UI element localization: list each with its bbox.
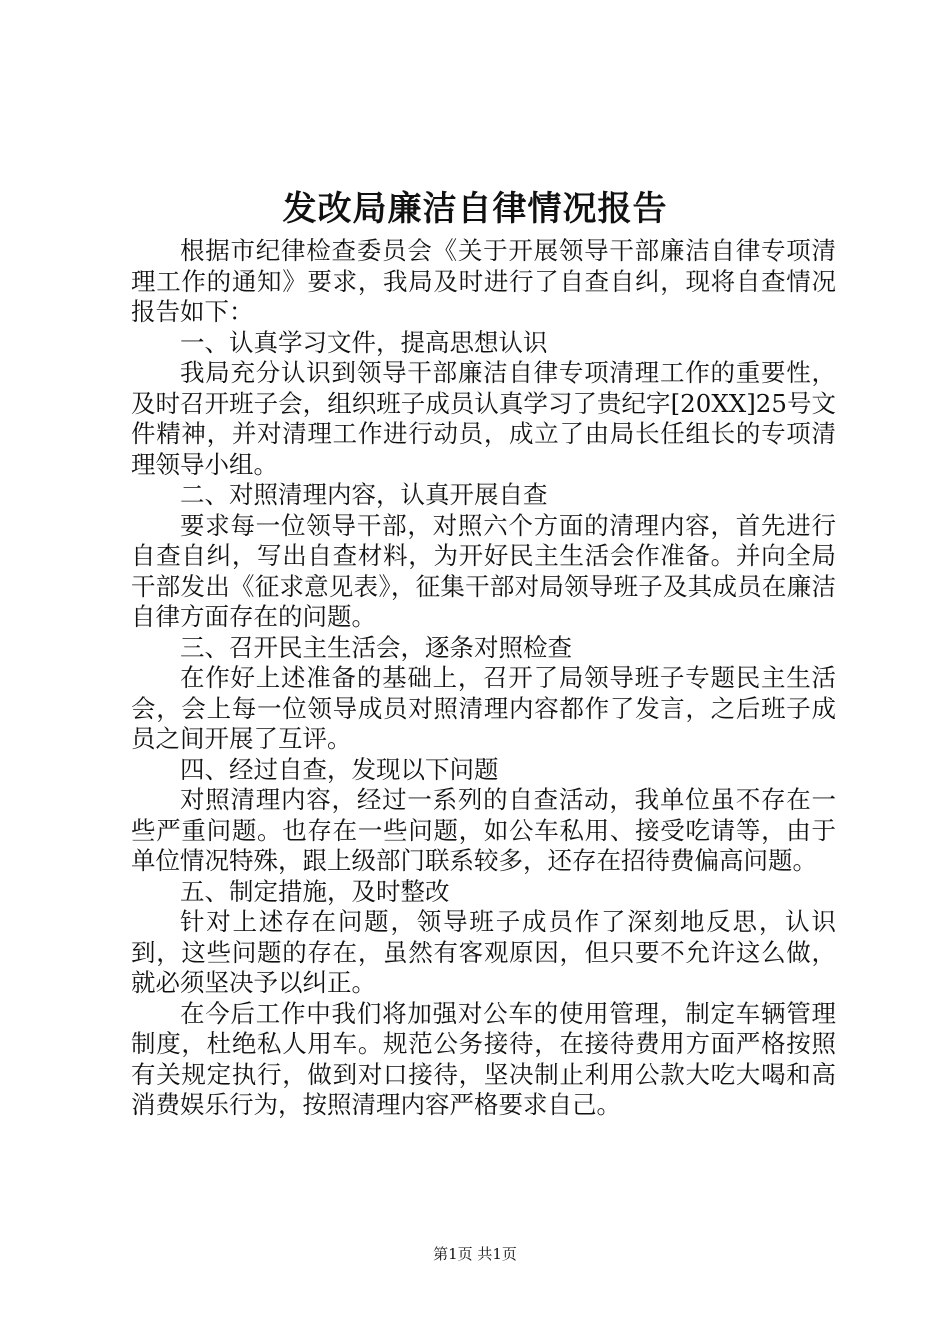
section-heading-4: 四、经过自查，发现以下问题 [180, 754, 499, 784]
paragraph-section-2: 要求每一位领导干部，对照六个方面的清理内容，首先进行自查自纠，写出自查材料，为开好民主生活会作准备。并向全局干部发出《征求意见表》，征集干部对局领导班子及其成员在廉洁自律方面存在的问题。 [131, 510, 836, 631]
paragraph-section-1: 我局充分认识到领导干部廉洁自律专项清理工作的重要性，及时召开班子会，组织班子成员认真学习了贵纪字[20XX]25号文件精神，并对清理工作进行动员，成立了由局长任组长的专项清理领导小组。 [131, 358, 836, 479]
section-heading-3: 三、召开民主生活会，逐条对照检查 [180, 632, 572, 662]
paragraph-section-5b: 在今后工作中我们将加强对公车的使用管理，制定车辆管理制度，杜绝私人用车。规范公务接待，在接待费用方面严格按照有关规定执行，做到对口接待，坚决制止利用公款大吃大喝和高消费娱乐行为，按照清理内容严格要求自己。 [131, 998, 836, 1119]
section-heading-1: 一、认真学习文件，提高思想认识 [180, 327, 548, 357]
section-heading-5: 五、制定措施，及时整改 [180, 876, 450, 906]
paragraph-section-5a: 针对上述存在问题，领导班子成员作了深刻地反思，认识到，这些问题的存在，虽然有客观原因，但只要不允许这么做，就必须坚决予以纠正。 [131, 907, 836, 997]
document-body [131, 236, 836, 1121]
section-heading-2: 二、对照清理内容，认真开展自查 [180, 480, 548, 509]
page-footer: 第1页 共1页 [433, 1245, 517, 1263]
paragraph-section-4: 对照清理内容，经过一系列的自查活动，我单位虽不存在一些严重问题。也存在一些问题，如公车私用、接受吃请等，由于单位情况特殊，跟上级部门联系较多，还存在招待费偏高问题。 [131, 785, 836, 875]
document-title: 发改局廉洁自律情况报告 [282, 189, 668, 229]
paragraph-section-3: 在作好上述准备的基础上，召开了局领导班子专题民主生活会，会上每一位领导成员对照清理内容都作了发言，之后班子成员之间开展了互评。 [131, 663, 836, 753]
paragraph-intro: 根据市纪律检查委员会《关于开展领导干部廉洁自律专项清理工作的通知》要求，我局及时进行了自查自纠，现将自查情况报告如下： [131, 236, 836, 326]
